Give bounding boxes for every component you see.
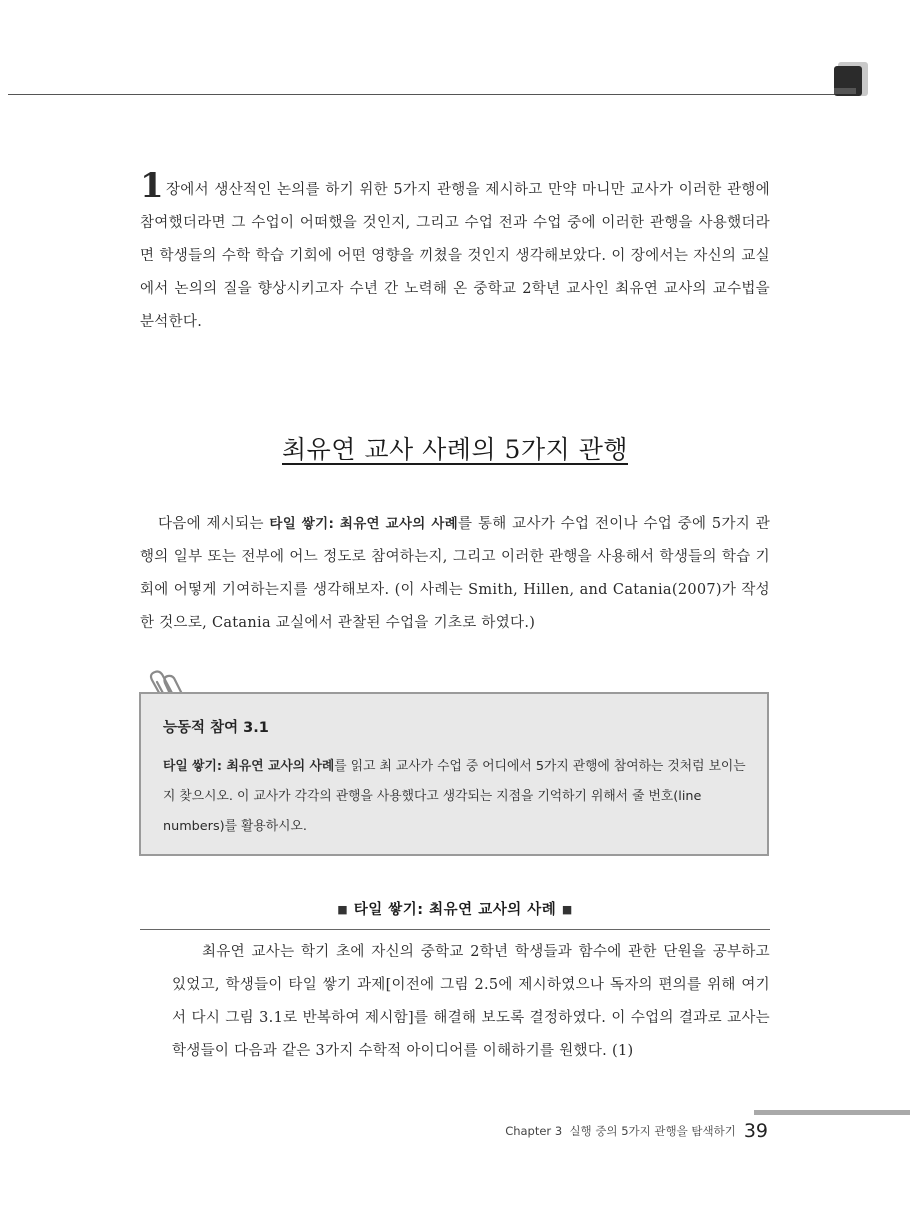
- chapter-tab-icon: [832, 58, 872, 102]
- activity-lead: 타일 쌓기: 최유연 교사의 사례: [163, 759, 335, 774]
- activity-body: 타일 쌓기: 최유연 교사의 사례를 읽고 최 교사가 수업 중 어디에서 5가지 관행에 참여하는 것처럼 보이는지 찾으시오. 이 교사가 각각의 관행을 사용했다고 생각되는 지점을 기억하기 위해서 줄 번호(line numbers)를 활용하시오.: [163, 759, 746, 834]
- page-number: 39: [743, 1120, 768, 1142]
- footer-title: 실행 중의 5가지 관행을 탐색하기: [569, 1124, 736, 1138]
- footer-bar: [754, 1110, 910, 1115]
- case-heading: [0, 898, 910, 919]
- square-bullet-icon: ■: [337, 903, 349, 916]
- activity-title: 능동적 참여 3.1: [163, 720, 269, 736]
- drop-cap: 1: [140, 166, 164, 206]
- section-title: 최유연 교사 사례의 5가지 관행: [282, 435, 628, 464]
- header-rule: [8, 94, 840, 95]
- case-body-paragraph: 최유연 교사는 학기 초에 자신의 중학교 2학년 학생들과 함수에 관한 단원을 공부하고 있었고, 학생들이 타일 쌓기 과제[이전에 그림 2.5에 제시하였으나 독자의 편의를 위해 여기서 다시 그림 3.1로 반복하여 제시함]를 해결해 보도록 결정하였다. 이 수업의 결과로 교사는 학생들이 다음과 같은 3가지 수학적 아이디어를 이해하기를 원했다. (1): [172, 944, 770, 1059]
- active-engagement-box: [139, 692, 769, 856]
- intro-text: 장에서 생산적인 논의를 하기 위한 5가지 관행을 제시하고 만약 마니만 교사가 이러한 관행에 참여했더라면 그 수업이 어떠했을 것인지, 그리고 수업 전과 수업 중에 이러한 관행을 사용했더라면 학생들의 수학 학습 기회에 어떤 영향을 끼쳤을 것인지 생각해보았다. 이 장에서는 자신의 교실에서 논의의 질을 향상시키고자 수년 간 노력해 온 중학교 2학년 교사인 최유연 교사의 교수법을 분석한다.: [140, 182, 770, 330]
- intro-paragraph: [140, 166, 770, 339]
- footer-chapter: Chapter 3: [505, 1124, 563, 1138]
- page-footer: [505, 1120, 768, 1142]
- case-heading-title: 타일 쌓기: 최유연 교사의 사례: [353, 902, 557, 918]
- case-divider: [140, 929, 770, 930]
- square-bullet-icon: ■: [561, 903, 573, 916]
- case-title-reference: 타일 쌓기: 최유연 교사의 사례: [269, 516, 459, 532]
- case-intro-paragraph: 다음에 제시되는 타일 쌓기: 최유연 교사의 사례를 통해 교사가 수업 전이나 수업 중에 5가지 관행의 일부 또는 전부에 어느 정도로 참여하는지, 그리고 이러한 관행을 사용해서 학생들의 학습 기회에 어떻게 기여하는지를 생각해보자. (이 사례는 Smith, Hillen, and Catania(2007)가 작성한 것으로, Catania 교실에서 관찰된 수업을 기초로 하였다.): [140, 516, 770, 631]
